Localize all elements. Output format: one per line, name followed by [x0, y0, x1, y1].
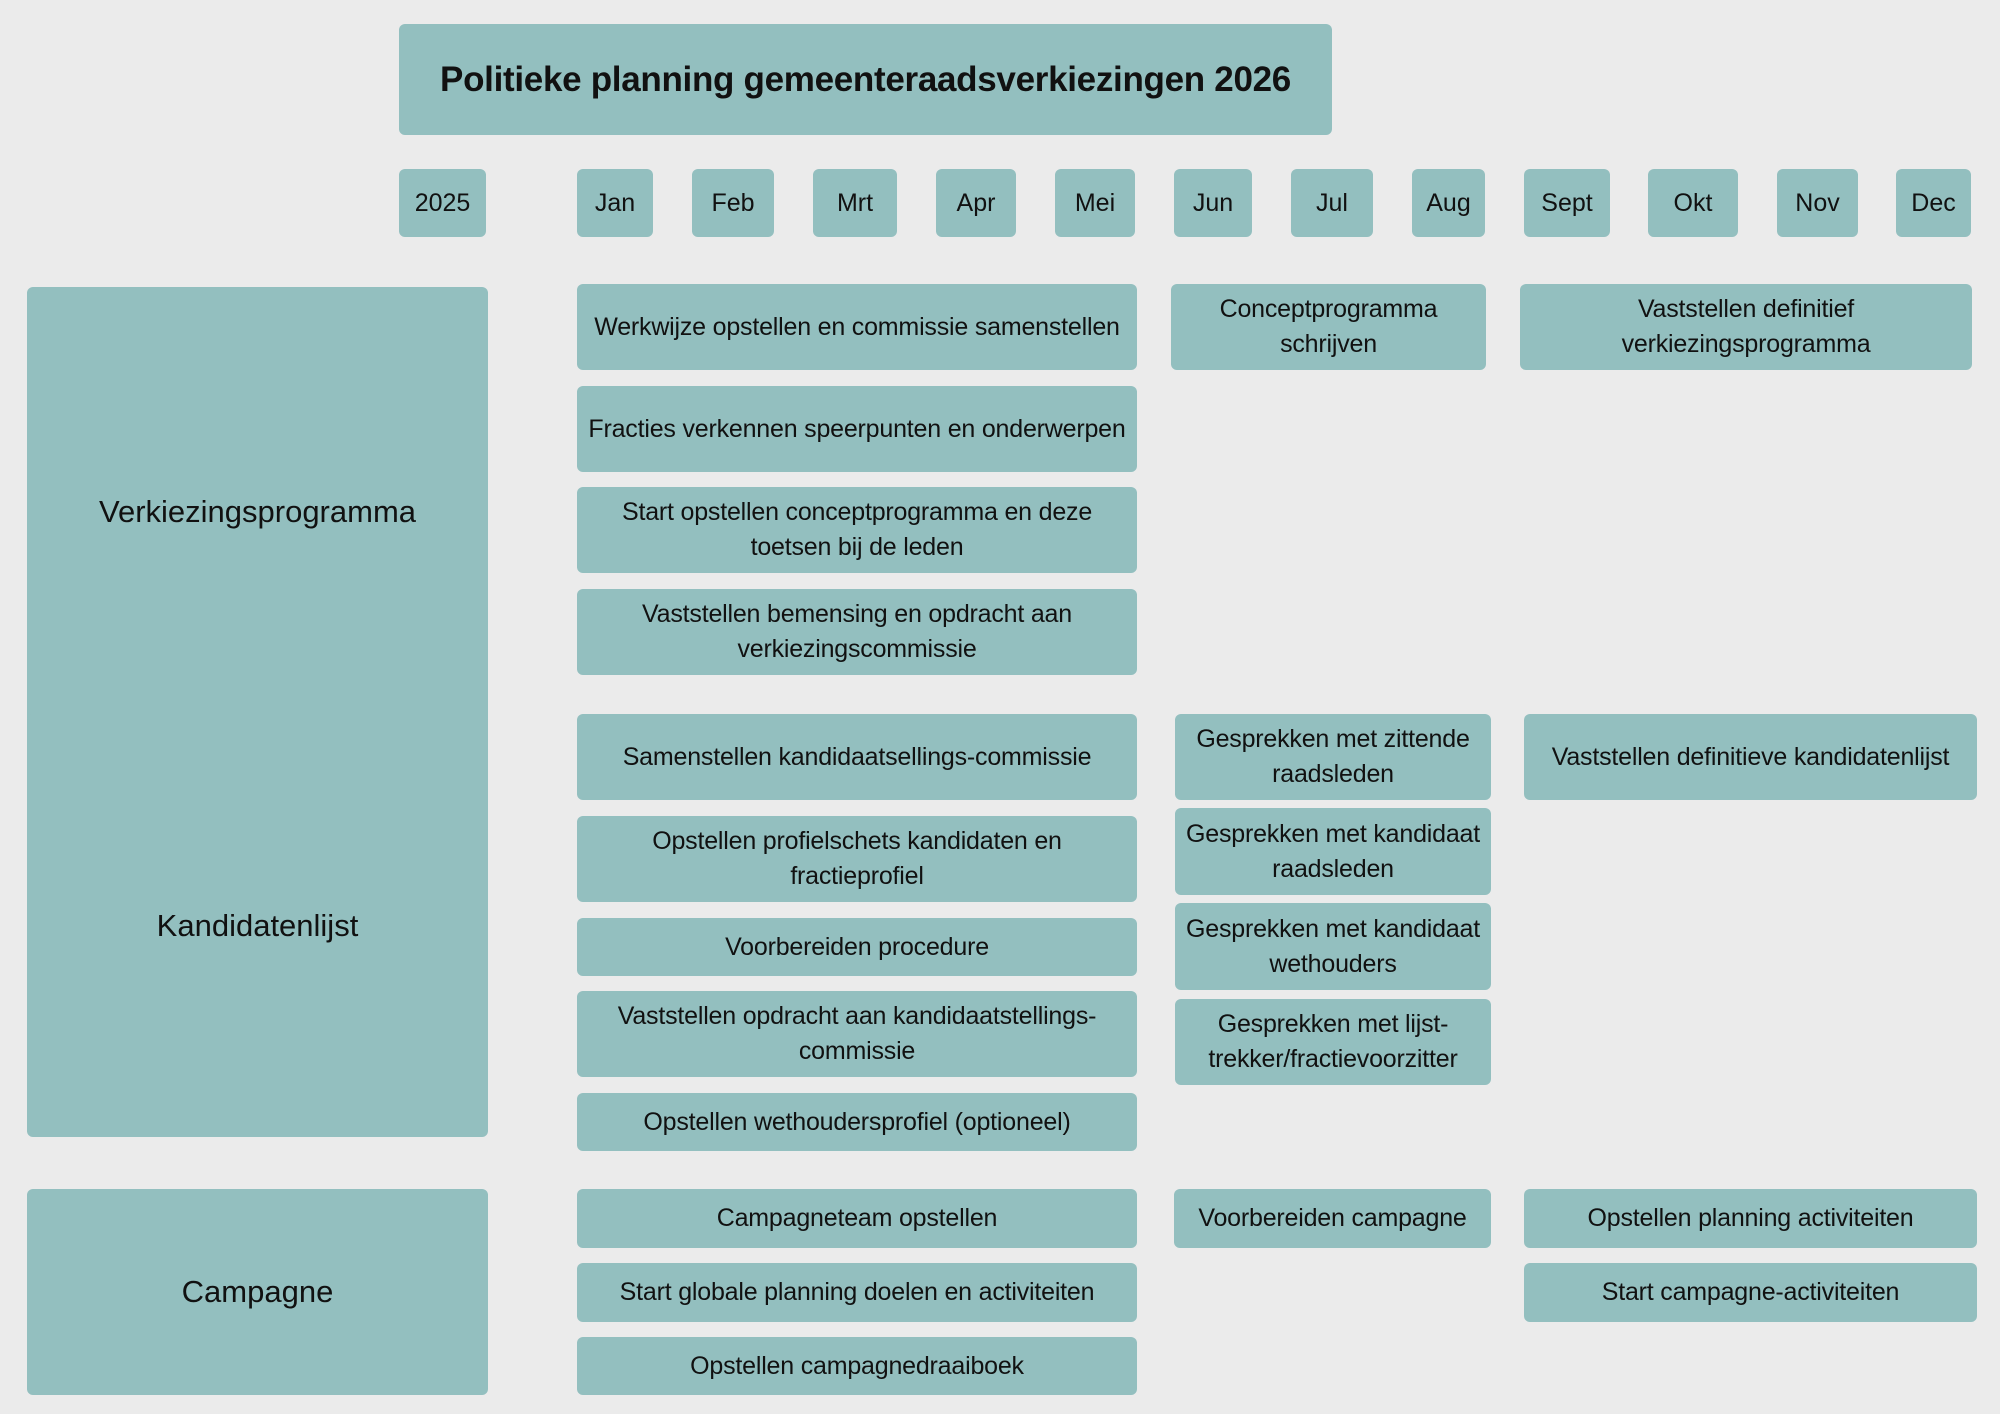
task-card — [1174, 1189, 1491, 1248]
task-card — [577, 487, 1137, 573]
task-card — [1175, 903, 1491, 990]
task-label: Start campagne-activiteiten — [1601, 1278, 1900, 1306]
task-label: Gesprekken met kandidaat wethouders — [1186, 914, 1480, 978]
task-card — [577, 386, 1137, 472]
task-card — [577, 991, 1137, 1077]
month-label: Nov — [1795, 188, 1840, 217]
task-label: Campagneteam opstellen — [716, 1204, 998, 1232]
task-card — [1524, 1189, 1977, 1248]
task-label: Opstellen wethoudersprofiel (optioneel) — [643, 1107, 1071, 1136]
month-mrt — [813, 169, 897, 237]
task-label: Fracties verkennen speerpunten en onderwerpen — [588, 414, 1126, 443]
task-label: Vaststellen opdracht aan kandidaatstellings-commissie — [617, 1002, 1097, 1065]
month-feb — [692, 169, 774, 237]
month-label: Mrt — [836, 188, 874, 217]
year-label-text: 2025 — [414, 188, 471, 217]
month-jan — [577, 169, 653, 237]
month-label: Feb — [711, 188, 755, 217]
month-nov — [1777, 169, 1858, 237]
task-card — [577, 714, 1137, 800]
month-label: Okt — [1673, 188, 1713, 217]
year-label — [399, 169, 486, 237]
task-card — [1520, 284, 1972, 370]
task-card — [577, 1189, 1137, 1248]
task-label: Start globale planning doelen en activiteiten — [619, 1278, 1095, 1306]
category-verkiezingsprogramma — [27, 287, 488, 736]
task-label: Conceptprogramma schrijven — [1219, 295, 1438, 358]
task-label: Gesprekken met lijst-trekker/fractievoorzitter — [1208, 1010, 1458, 1073]
page-title — [399, 24, 1332, 135]
task-card — [577, 816, 1137, 902]
task-card — [1524, 1263, 1977, 1322]
task-label: Vaststellen definitief verkiezingsprogramma — [1621, 295, 1871, 358]
task-label: Opstellen profielschets kandidaten en fractieprofiel — [652, 827, 1062, 890]
task-label: Opstellen planning activiteiten — [1587, 1204, 1914, 1232]
month-label: Jan — [594, 188, 636, 217]
month-apr — [936, 169, 1016, 237]
month-label: Aug — [1426, 188, 1471, 217]
task-card — [577, 589, 1137, 675]
month-label: Apr — [956, 188, 996, 217]
task-label: Werkwijze opstellen en commissie samenstellen — [594, 312, 1120, 341]
month-jul — [1291, 169, 1373, 237]
task-label: Opstellen campagnedraaiboek — [690, 1351, 1024, 1380]
month-sept — [1524, 169, 1610, 237]
task-label: Samenstellen kandidaatsellings-commissie — [622, 742, 1092, 771]
month-mei — [1055, 169, 1135, 237]
month-label: Jul — [1316, 188, 1348, 217]
task-label: Voorbereiden procedure — [725, 932, 989, 961]
month-label: Mei — [1074, 188, 1116, 217]
category-campagne — [27, 1189, 488, 1395]
task-label: Gesprekken met zittende raadsleden — [1196, 725, 1470, 788]
month-jun — [1174, 169, 1252, 237]
task-card — [1171, 284, 1486, 370]
category-label: Kandidatenlijst — [156, 907, 359, 943]
task-card — [577, 1263, 1137, 1322]
month-aug — [1412, 169, 1485, 237]
month-okt — [1648, 169, 1738, 237]
month-label: Jun — [1192, 188, 1234, 217]
task-card — [577, 1093, 1137, 1151]
month-dec — [1896, 169, 1971, 237]
task-card — [1175, 999, 1491, 1085]
task-card — [1524, 714, 1977, 800]
task-label: Voorbereiden campagne — [1198, 1204, 1467, 1232]
category-kandidatenlijst — [27, 714, 488, 1137]
page-title-text: Politieke planning gemeenteraadsverkiezingen 2026 — [440, 59, 1291, 99]
task-label: Start opstellen conceptprogramma en deze toetsen bij de leden — [621, 498, 1093, 561]
task-card — [577, 284, 1137, 370]
task-label: Vaststellen definitieve kandidatenlijst — [1551, 742, 1950, 771]
task-label: Vaststellen bemensing en opdracht aan verkiezingscommissie — [642, 600, 1072, 663]
category-label: Verkiezingsprogramma — [98, 493, 417, 529]
task-card — [1175, 808, 1491, 895]
month-label: Dec — [1911, 188, 1956, 217]
month-label: Sept — [1541, 188, 1593, 217]
task-card — [1175, 714, 1491, 800]
task-card — [577, 1337, 1137, 1395]
task-label: Gesprekken met kandidaat raadsleden — [1186, 819, 1480, 883]
task-card — [577, 918, 1137, 976]
category-label: Campagne — [181, 1274, 334, 1309]
